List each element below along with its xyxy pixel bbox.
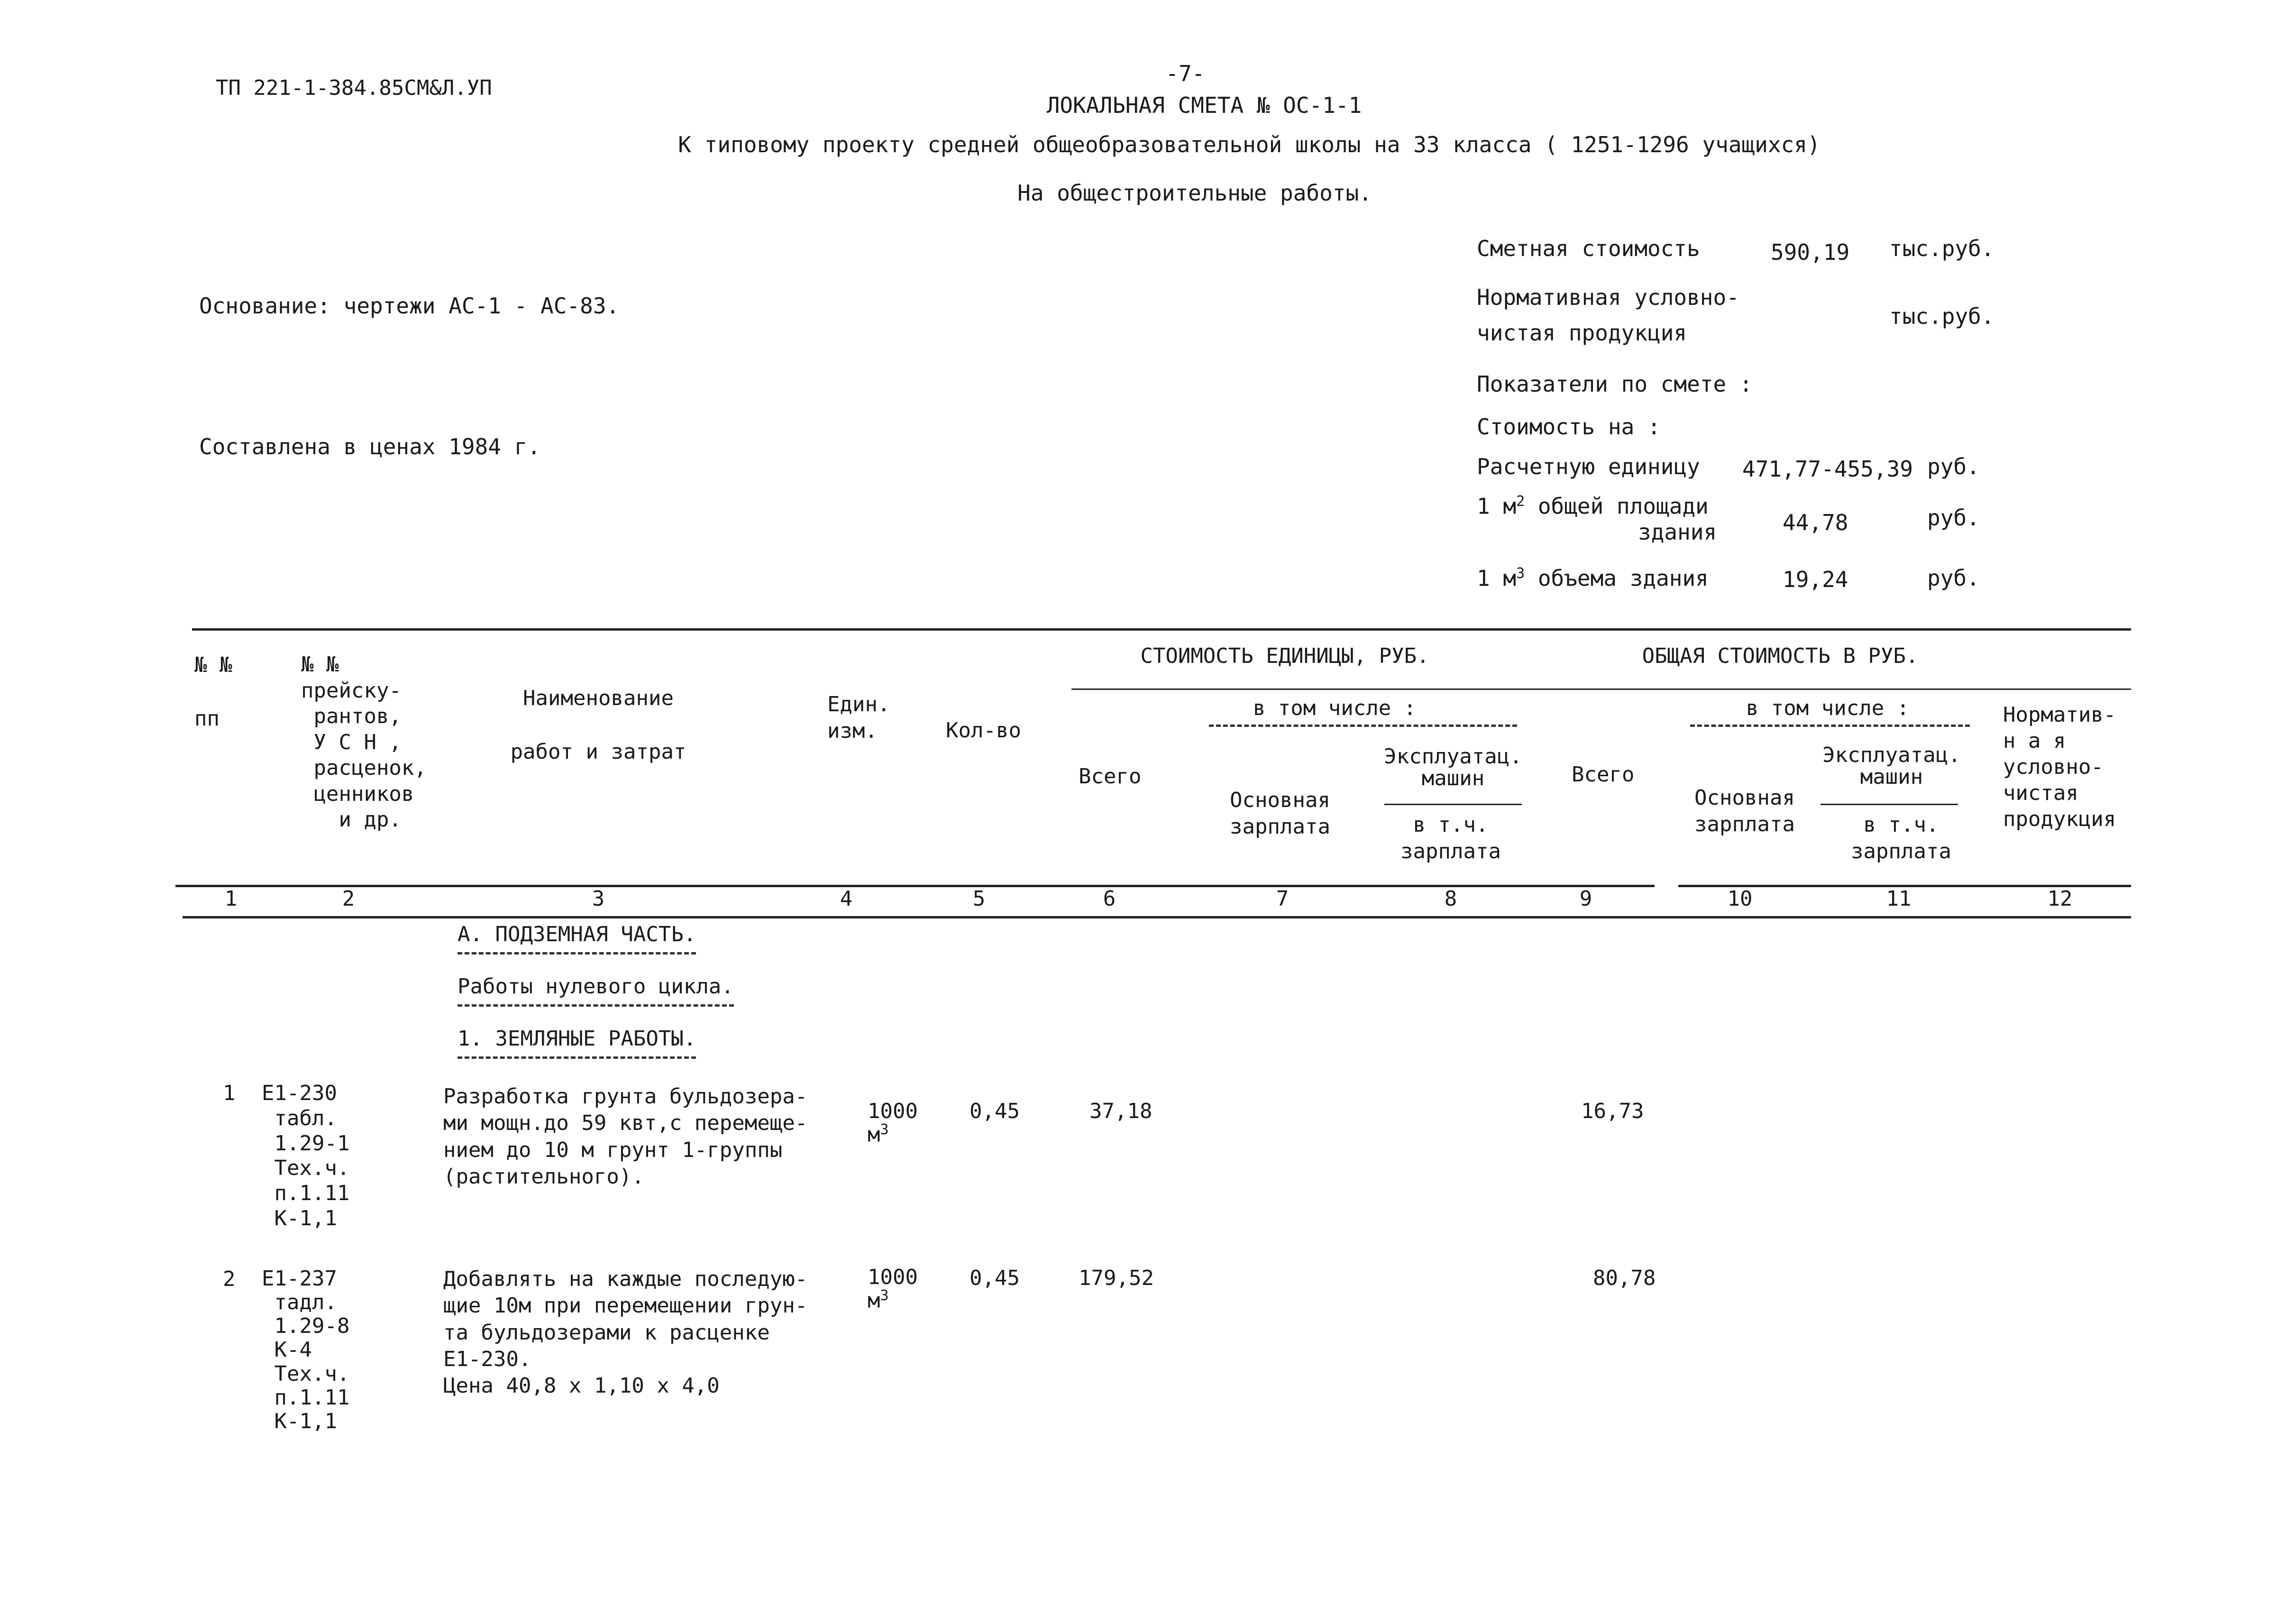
header-including-right: в том числе : <box>1746 696 1910 720</box>
table-top-rule <box>192 628 2131 631</box>
column-number: 3 <box>592 887 605 911</box>
row-unit-total: 179,52 <box>1079 1266 1154 1290</box>
column-numbers-rule <box>183 916 2131 918</box>
unit-cost-unit: руб. <box>1927 454 1980 479</box>
header-unit: Един. изм. <box>827 692 890 743</box>
column-number: 6 <box>1103 887 1116 911</box>
header-including-left: в том числе : <box>1253 696 1417 720</box>
area-cost-value: 44,78 <box>1783 510 1848 535</box>
column-number: 1 <box>224 887 238 911</box>
column-number: 10 <box>1727 887 1753 911</box>
header-row-number: № № пп <box>194 653 232 731</box>
section-zero-cycle: Работы нулевого цикла. <box>457 974 734 1007</box>
column-number: 11 <box>1886 887 1912 911</box>
header-quantity: Кол-во <box>946 718 1021 743</box>
header-normative: Норматив- н а я условно- чистая продукция <box>2003 703 2116 831</box>
row-work-name: Добавлять на каждые последую- щие 10м при перемещении грун- та бульдозерами к расценке Е1-230. Цена 40,8 х 1,10 х 4,0 <box>443 1267 808 1398</box>
section-underground: А. ПОДЗЕМНАЯ ЧАСТЬ. <box>457 922 696 954</box>
row-work-name: Разработка грунта бульдозера- ми мощн.до 59 квт,с перемеще- нием до 10 м грунт 1-группы (растительного). <box>443 1084 808 1189</box>
column-number: 9 <box>1579 887 1592 911</box>
unit-cost-label: Расчетную единицу <box>1477 454 1700 479</box>
header-incl-salary-left: в т.ч. зарплата <box>1400 813 1501 864</box>
area-cost-label: 1 $м^2$ общей площади <box>1477 493 1709 519</box>
normative-label-2: чистая продукция <box>1477 320 1687 346</box>
row-unit-measure: $м^3$ <box>868 1121 889 1147</box>
header-incl-salary-right: в т.ч. зарплата <box>1851 813 1951 864</box>
section-earthworks: 1. ЗЕМЛЯНЫЕ РАБОТЫ. <box>457 1027 696 1059</box>
estimate-subtitle: К типовому проекту средней общеобразовательной школы на 33 класса ( 1251-1296 учащихся) <box>678 132 1820 157</box>
indicators-label: Показатели по смете : <box>1477 371 1753 397</box>
header-bottom-rule <box>175 885 1655 887</box>
row-total: 16,73 <box>1581 1099 1644 1123</box>
cost-per-label: Стоимость на : <box>1477 414 1661 440</box>
column-number: 7 <box>1276 887 1289 911</box>
row-price-code: Е1-230 табл. 1.29-1 Тех.ч. п.1.11 К-1,1 <box>262 1081 350 1230</box>
basis-text: Основание: чертежи АС-1 - АС-83. <box>199 293 620 319</box>
prices-text: Составлена в ценах 1984 г. <box>199 434 541 459</box>
column-number: 8 <box>1444 887 1457 911</box>
works-type: На общестроительные работы. <box>1017 180 1372 206</box>
row-total: 80,78 <box>1593 1266 1656 1290</box>
header-unit-cost: СТОИМОСТЬ ЕДИНИЦЫ, РУБ. <box>1140 644 1429 668</box>
cost-header-rule <box>1071 688 2131 690</box>
row-unit-total: 37,18 <box>1089 1099 1153 1123</box>
header-total-left: Всего <box>1079 764 1142 789</box>
estimate-title: ЛОКАЛЬНАЯ СМЕТА № ОС-1-1 <box>1046 92 1362 118</box>
header-work-name: Наименование работ и затрат <box>510 686 686 764</box>
header-base-salary-left: Основная зарплата <box>1230 788 1330 839</box>
page-number: -7- <box>1165 61 1205 86</box>
including-dash-right <box>1690 725 1970 727</box>
unit-cost-value: 471,77-455,39 <box>1742 456 1913 482</box>
volume-cost-label: 1 $м^3$ объема здания <box>1477 565 1709 591</box>
header-base-salary-right: Основная зарплата <box>1694 786 1795 837</box>
row-quantity: 0,45 <box>970 1099 1020 1123</box>
column-number: 2 <box>342 887 355 911</box>
header-machine-ops-left: Эксплуатац. машин <box>1384 744 1522 791</box>
volume-cost-unit: руб. <box>1927 565 1980 591</box>
row-price-code: Е1-237 тадл. 1.29-8 К-4 Тех.ч. п.1.11 К-1,1 <box>262 1266 350 1433</box>
header-total-right: Всего <box>1572 762 1635 787</box>
header-machine-ops-right: Эксплуатац. машин <box>1822 743 1961 789</box>
row-quantity: 0,45 <box>970 1266 1020 1290</box>
column-number: 5 <box>972 887 986 911</box>
machine-rule-left <box>1384 804 1522 805</box>
area-cost-label-2: здания <box>1638 519 1717 545</box>
estimated-cost-unit: тыс.руб. <box>1889 236 1994 261</box>
row-unit: 1000 <box>868 1265 918 1289</box>
area-cost-unit: руб. <box>1927 505 1980 531</box>
estimated-cost-value: 590,19 <box>1771 239 1850 265</box>
header-price-list: № № прейску- рантов, У С Н , расценок, ценников и др. <box>301 652 427 832</box>
row-number: 1 <box>223 1081 236 1105</box>
document-code: ТП 221-1-384.85СМ&Л.УП <box>216 76 492 100</box>
normative-label-1: Нормативная условно- <box>1477 284 1739 310</box>
normative-unit: тыс.руб. <box>1889 303 1994 329</box>
estimated-cost-label: Сметная стоимость <box>1477 236 1700 261</box>
including-dash-left <box>1209 725 1517 727</box>
column-number: 4 <box>840 887 853 911</box>
machine-rule-right <box>1820 804 1958 805</box>
row-number: 2 <box>223 1267 236 1291</box>
row-unit: 1000 <box>868 1099 918 1123</box>
header-total-cost: ОБЩАЯ СТОИМОСТЬ В РУБ. <box>1642 644 1919 668</box>
row-unit-measure: $м^3$ <box>868 1287 889 1313</box>
column-number: 12 <box>2047 887 2073 911</box>
volume-cost-value: 19,24 <box>1783 567 1848 592</box>
